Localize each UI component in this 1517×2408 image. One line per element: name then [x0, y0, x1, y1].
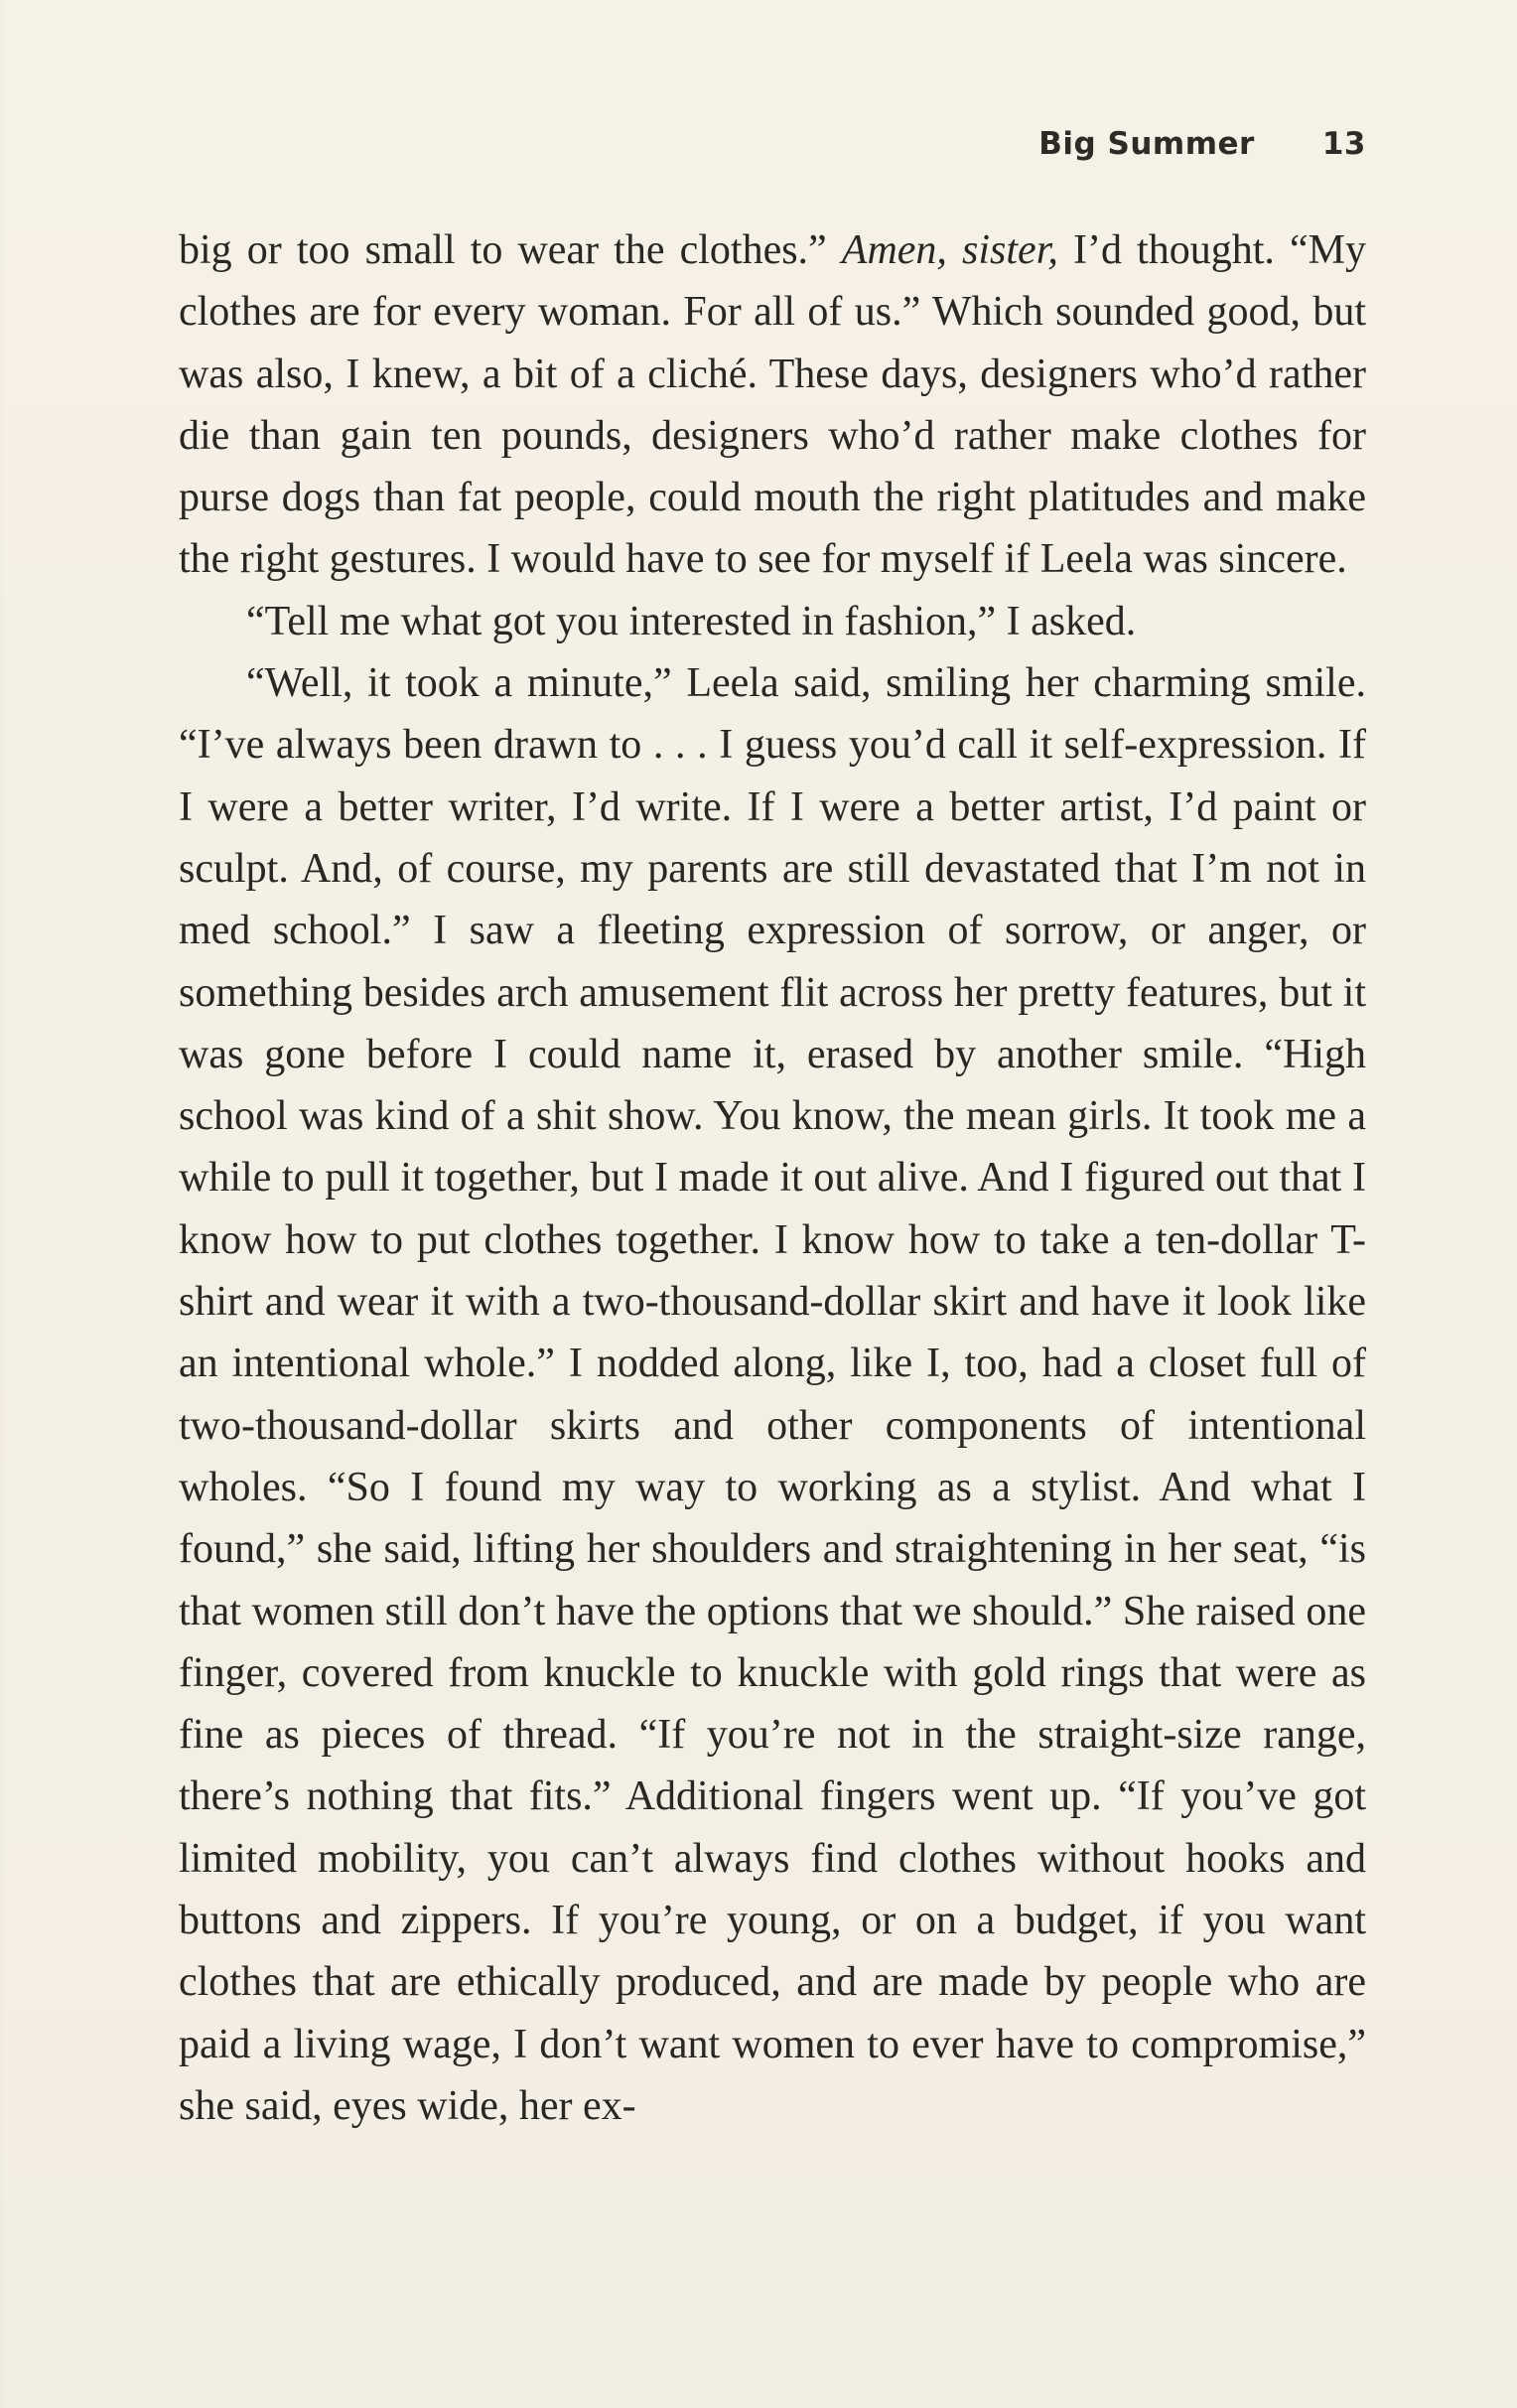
paragraph-text: big or too small to wear the clothes.”: [179, 227, 842, 273]
paragraph: “Tell me what got you interested in fashion,” I asked.: [246, 598, 1137, 644]
paragraph-text: I’d thought. “My clothes are for every woman. For all of us.” Which sounded good, but was also, I knew, a bit of a cliché. These days, designers who’d rather die than gain ten pounds, designers who’d rather make clothes for purse dogs than fat people, could mouth the right platitudes and make the right gestures. I would have to see for myself if Leela was sincere.: [179, 227, 1366, 583]
paragraph: [179, 219, 1366, 591]
italic-phrase: Amen, sister,: [841, 227, 1058, 273]
running-title: Big Summer: [1038, 126, 1255, 162]
page-number: 13: [1321, 126, 1366, 162]
paragraph: “Well, it took a minute,” Leela said, smiling her charming smile. “I’ve always been drawn to . . . I guess you’d call it self-expression. If I were a better writer, I’d write. If I were a better artist, I’d paint or sculpt. And, of course, my parents are still devastated that I’m not in med school.” I saw a fleeting expression of sorrow, or anger, or something besides arch amusement flit across her pretty features, but it was gone before I could name it, erased by another smile. “High school was kind of a shit show. You know, the mean girls. It took me a while to pull it together, but I made it out alive. And I figured out that I know how to put clothes together. I know how to take a ten-dollar T-shirt and wear it with a two-thousand-dollar skirt and have it look like an intentional whole.” I nodded along, like I, too, had a closet full of two-thousand-dollar skirts and other components of intentional wholes. “So I found my way to working as a stylist. And what I found,” she said, lifting her shoulders and straightening in her seat, “is that women still don’t have the options that we should.” She raised one finger, covered from knuckle to knuckle with gold rings that were as fine as pieces of thread. “If you’re not in the straight-size range, there’s nothing that fits.” Additional fingers went up. “If you’ve got limited mobility, you can’t always find clothes without hooks and buttons and zippers. If you’re young, or on a budget, if you want clothes that are ethically produced, and are made by people who are paid a living wage, I don’t want women to ever have to compromise,” she said, eyes wide, her ex-: [179, 660, 1366, 2129]
body-text: [179, 219, 1366, 2137]
page-header: [179, 121, 1366, 167]
